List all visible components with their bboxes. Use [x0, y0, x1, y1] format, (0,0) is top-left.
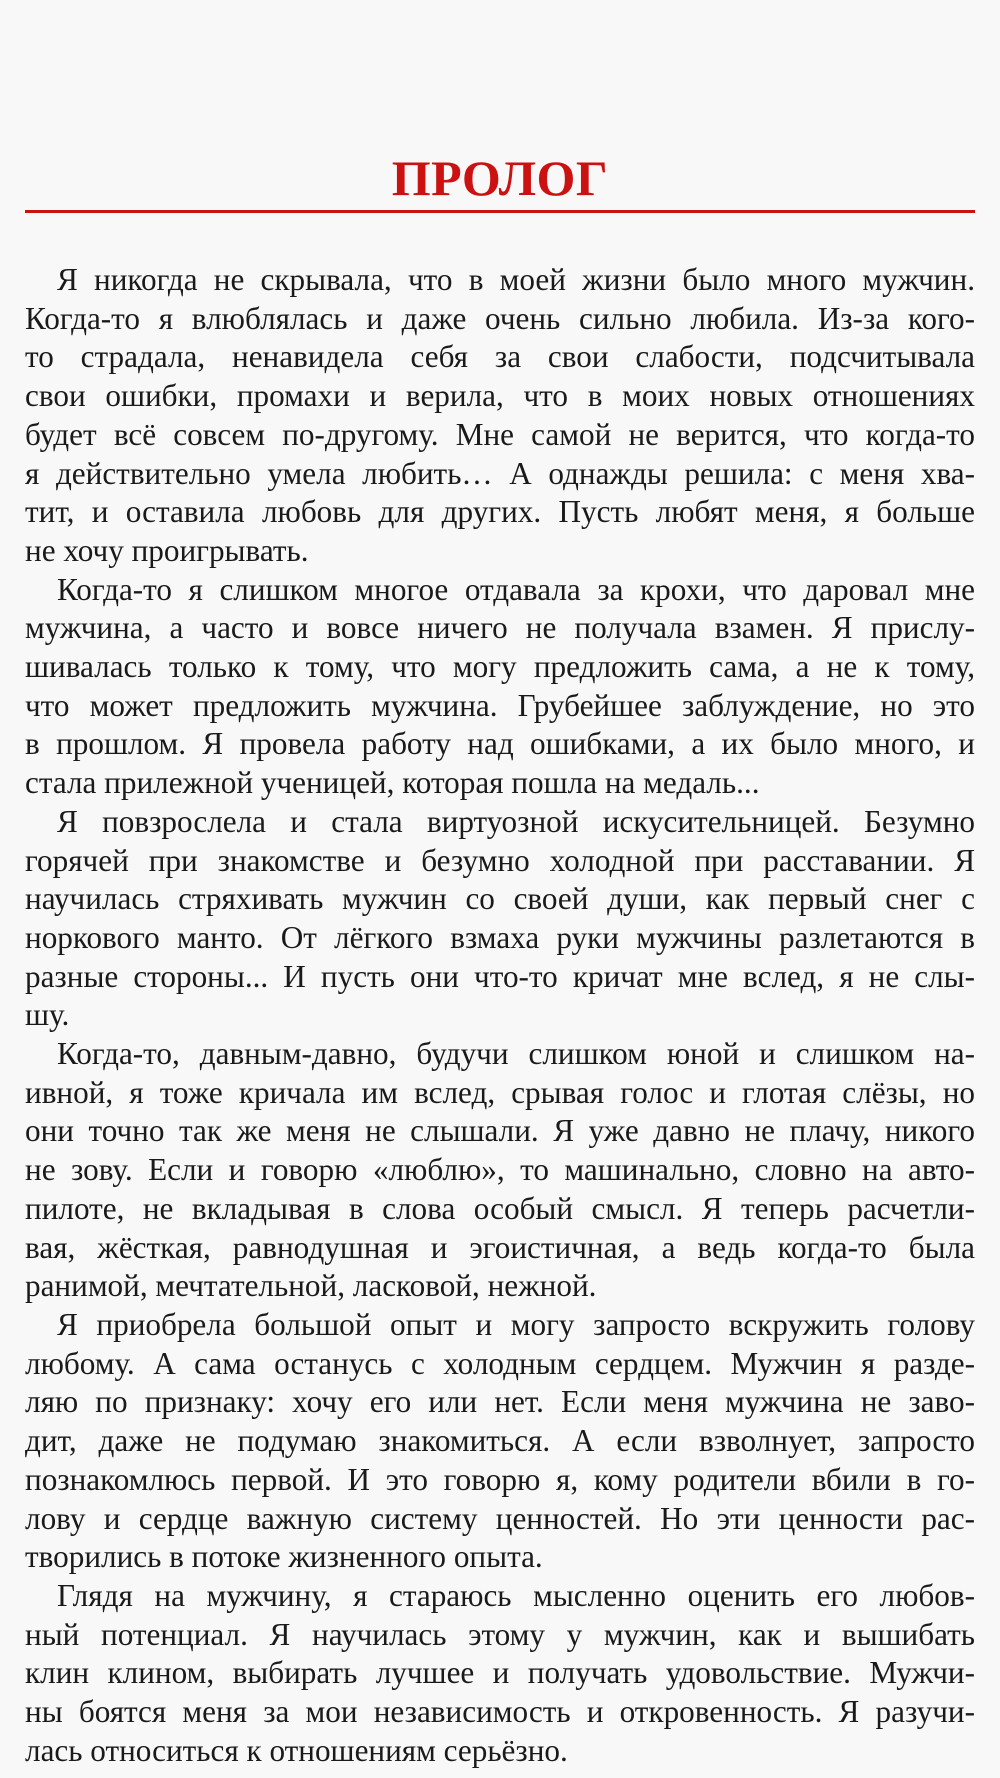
text-line: Я никогда не скрывала, что в моей жизни было много мужчин. — [57, 262, 975, 297]
paragraph — [25, 571, 975, 803]
text-line: я действительно умела любить… А однажды решила: с меня хва- — [25, 455, 975, 491]
text-line: ляю по признаку: хочу его или нет. Если меня мужчина не заво- — [25, 1384, 975, 1420]
text-line: они точно так же меня не слышали. Я уже давно не плачу, никого — [25, 1113, 975, 1149]
text-line: в прошлом. Я провела работу над ошибками, а их было много, и — [25, 726, 975, 762]
text-line: стала прилежной ученицей, которая пошла на медаль... — [25, 765, 760, 801]
text-line: творились в потоке жизненного опыта. — [25, 1539, 543, 1575]
text-line: норкового манто. От лёгкого взмаха руки мужчины разлетаются в — [25, 919, 975, 955]
text-line: пилоте, не вкладывая в слова особый смысл. Я теперь расчетли- — [25, 1190, 975, 1226]
paragraph — [25, 803, 975, 1035]
text-line: горячей при знакомстве и безумно холодной при расставании. Я — [25, 842, 975, 878]
text-line: мужчина, а часто и вовсе ничего не получала взамен. Я прислу- — [25, 610, 975, 646]
text-line: ранимой, мечтательной, ласковой, нежной. — [25, 1268, 597, 1304]
text-line: ный потенциал. Я научилась этому у мужчин, как и вышибать — [25, 1616, 975, 1652]
text-line: лась относиться к отношениям серьёзно. — [25, 1732, 568, 1768]
text-line: дит, даже не подумаю знакомиться. А если взволнует, запросто — [25, 1423, 975, 1459]
text-line: научилась стряхивать мужчин со своей души, как первый снег с — [25, 881, 975, 917]
paragraph — [25, 1306, 975, 1577]
text-line: Я приобрела большой опыт и могу запросто вскружить голову — [57, 1306, 975, 1342]
text-line: то страдала, ненавидела себя за свои слабости, подсчитывала — [25, 339, 975, 375]
text-line: Когда-то я влюблялась и даже очень сильно любила. Из-за кого- — [25, 300, 975, 336]
text-line: Я повзрослела и стала виртуозной искусительницей. Безумно — [57, 803, 975, 839]
text-line: тит, и оставила любовь для других. Пусть любят меня, я больше — [25, 494, 975, 530]
text-line: вая, жёсткая, равнодушная и эгоистичная, а ведь когда-то была — [25, 1229, 975, 1265]
text-line: ивной, я тоже кричала им вслед, срывая голос и глотая слёзы, но — [25, 1074, 975, 1110]
text-line: Глядя на мужчину, я стараюсь мысленно оценить его любов- — [57, 1577, 975, 1613]
prologue-text — [25, 261, 975, 1770]
text-line: любому. А сама останусь с холодным сердцем. Мужчин я разде- — [25, 1345, 975, 1381]
text-line: познакомлюсь первой. И это говорю я, кому родители вбили в го- — [25, 1461, 975, 1497]
text-line: будет всё совсем по-другому. Мне самой не верится, что когда-то — [25, 416, 975, 452]
title-underline — [25, 210, 975, 213]
paragraph — [25, 261, 975, 571]
chapter-title: ПРОЛОГ — [391, 150, 609, 206]
text-line: клин клином, выбирать лучшее и получать удовольствие. Мужчи- — [25, 1655, 975, 1691]
text-line: ны боятся меня за мои независимость и откровенность. Я разучи- — [25, 1694, 975, 1730]
text-line: Когда-то я слишком многое отдавала за крохи, что даровал мне — [57, 571, 975, 607]
paragraph — [25, 1577, 975, 1771]
text-line: свои ошибки, промахи и верила, что в моих новых отношениях — [25, 378, 975, 414]
text-line: лову и сердце важную систему ценностей. Но эти ценности рас- — [25, 1500, 975, 1536]
text-line: не хочу проигрывать. — [25, 532, 309, 568]
text-line: что может предложить мужчина. Грубейшее заблуждение, но это — [25, 687, 975, 723]
text-line: шу. — [25, 997, 70, 1033]
text-line: разные стороны... И пусть они что-то кричат мне вслед, я не слы- — [25, 958, 975, 994]
paragraph — [25, 1035, 975, 1306]
text-line: шивалась только к тому, что могу предложить сама, а не к тому, — [25, 649, 975, 685]
text-line: не зову. Если и говорю «люблю», то машинально, словно на авто- — [25, 1152, 975, 1188]
text-line: Когда-то, давным-давно, будучи слишком юной и слишком на- — [57, 1036, 975, 1072]
